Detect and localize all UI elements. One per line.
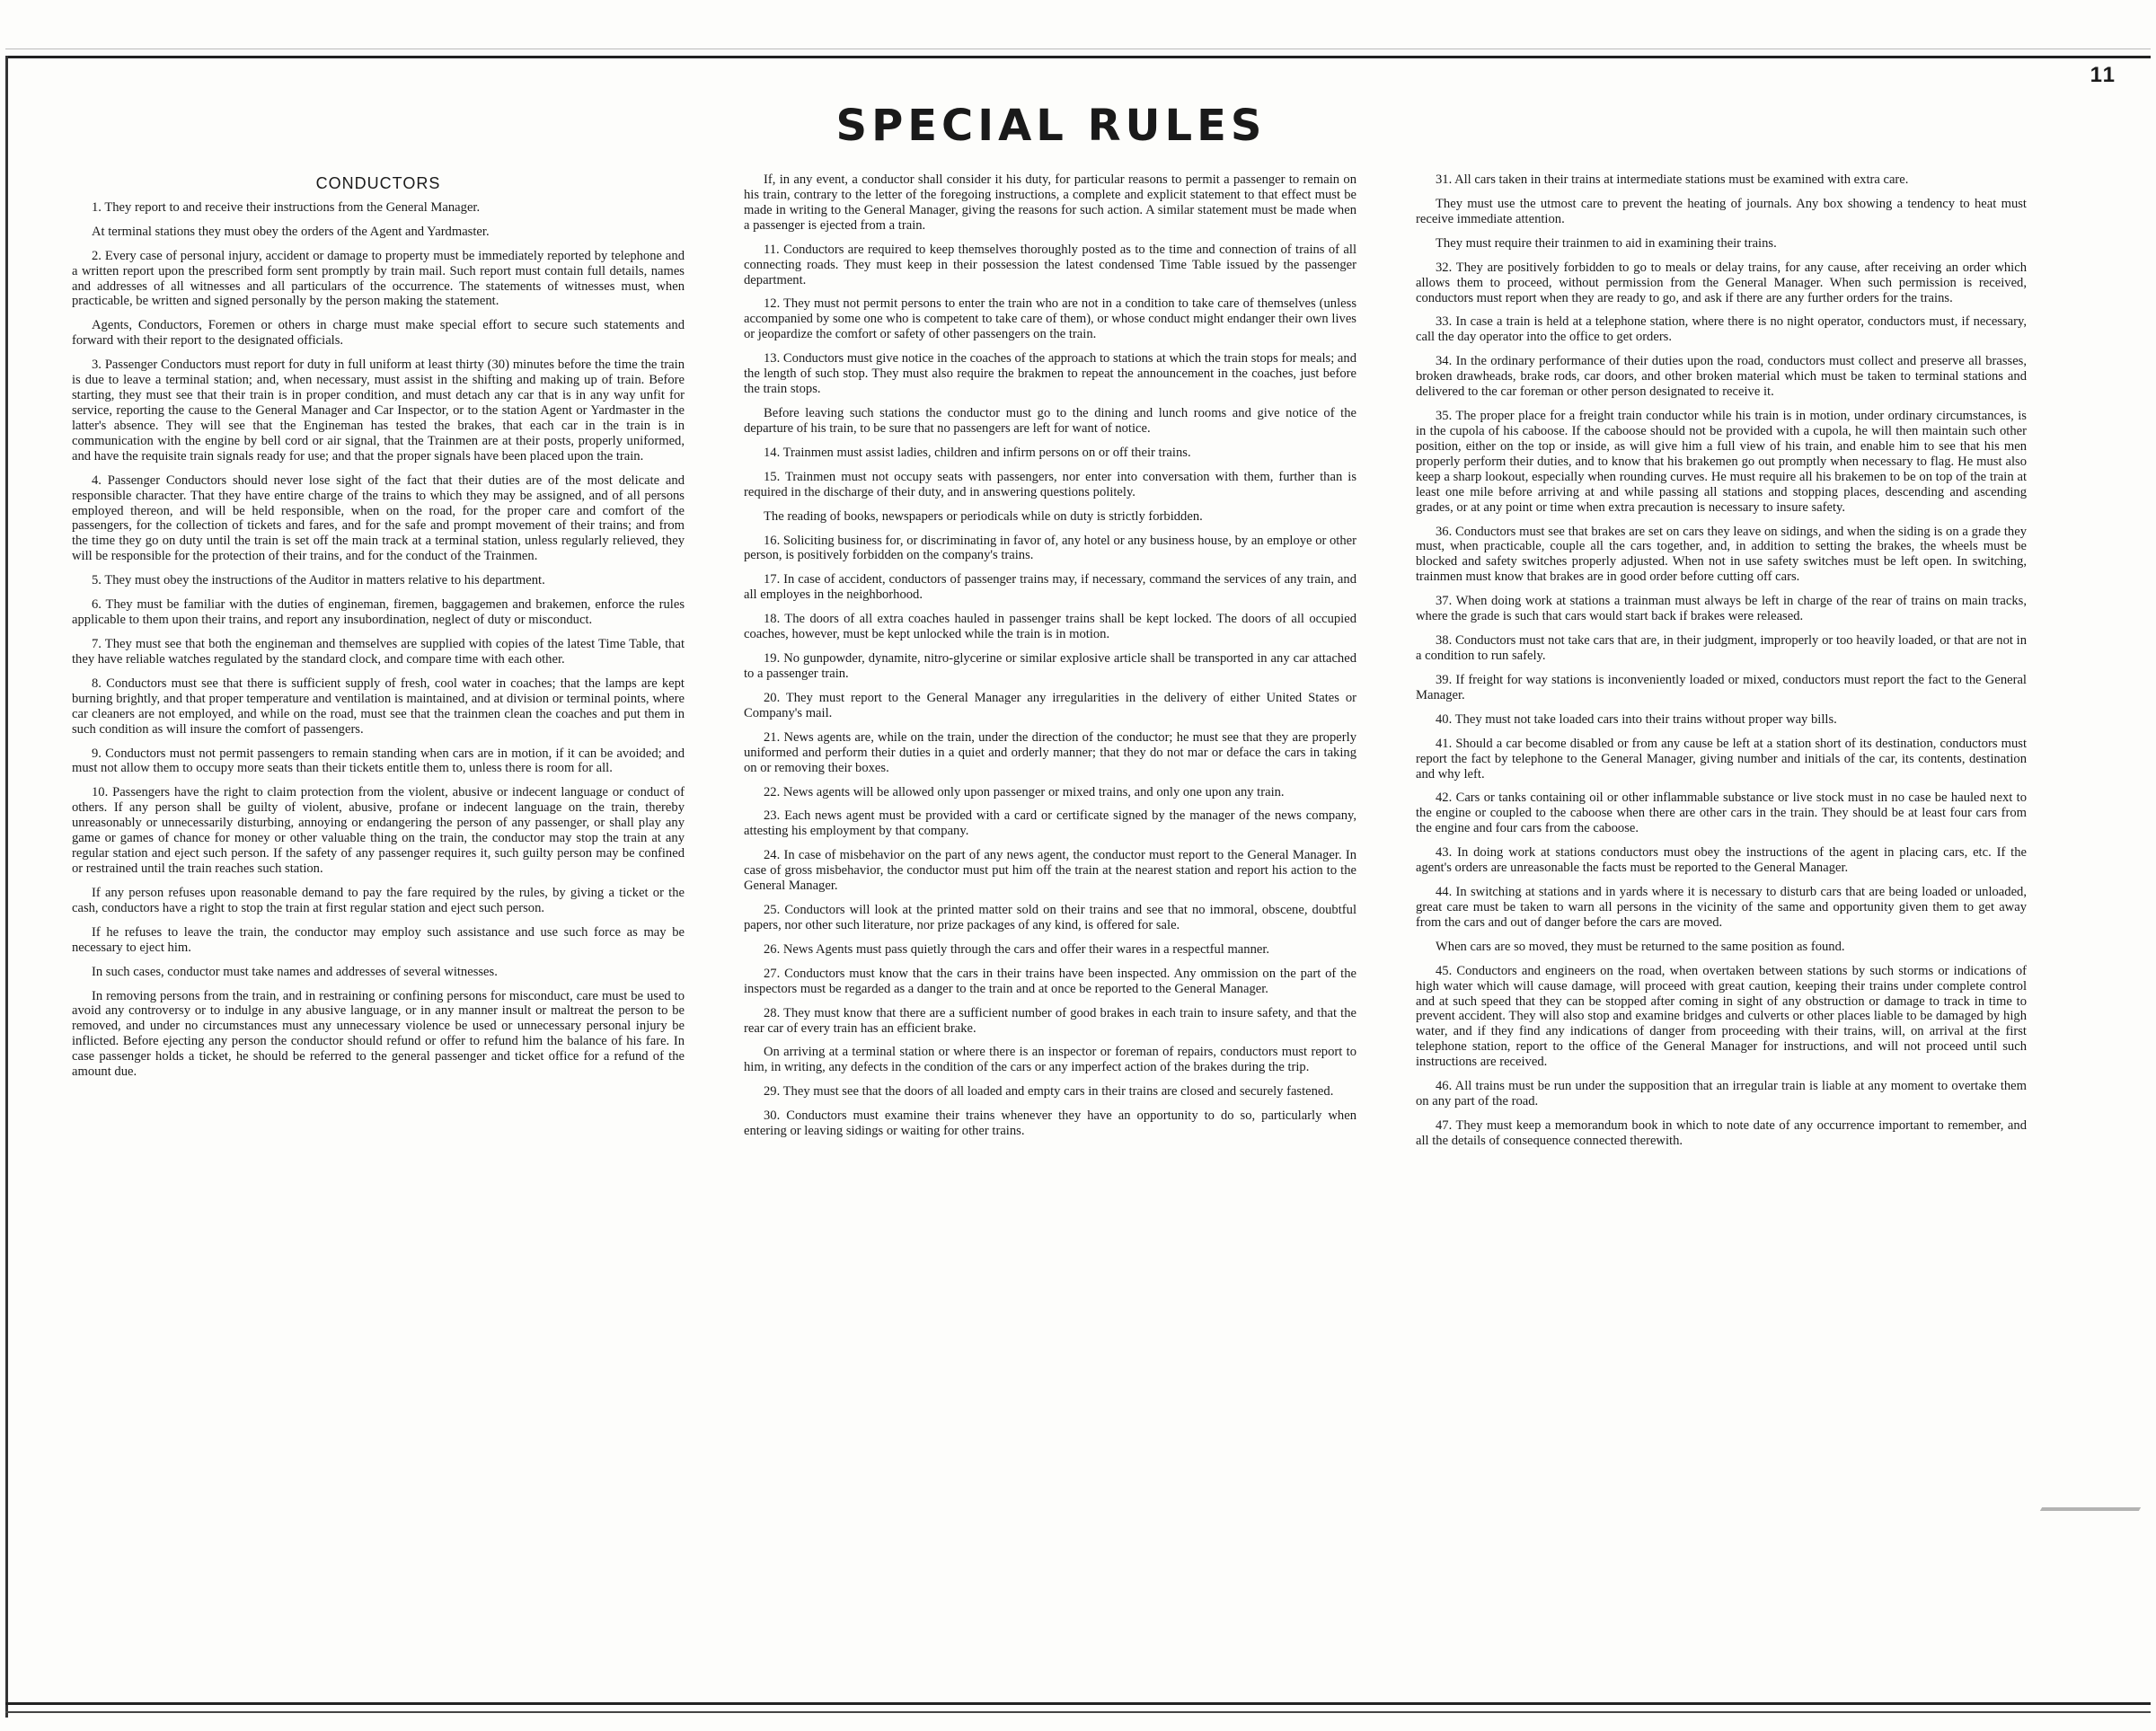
rule-paragraph: 6. They must be familiar with the duties of engineman, firemen, baggagemen and brakemen, enforce the rules applicable to them upon their trains, and report any insubordination, neglect of duty or misconduct. bbox=[72, 597, 685, 628]
column-3 bbox=[1416, 172, 2027, 1691]
rule-paragraph: 25. Conductors will look at the printed matter sold on their trains and see that no immoral, obscene, doubtful papers, nor other such literature, nor prize packages of any kind, is offered for sale. bbox=[744, 903, 1356, 932]
rule-paragraph: 23. Each news agent must be provided with a card or certificate signed by the manager of the news company, attesting his employment by that company. bbox=[744, 808, 1356, 839]
rule-paragraph: 15. Trainmen must not occupy seats with passengers, nor enter into conversation with them, further than is required in the discharge of their duty, and in answering questions politely. bbox=[744, 469, 1356, 499]
column-1 bbox=[72, 172, 685, 1691]
rule-paragraph: 14. Trainmen must assist ladies, children and infirm persons on or off their trains. bbox=[764, 445, 1191, 460]
top-border-rule bbox=[5, 56, 2151, 58]
rule-paragraph: 27. Conductors must know that the cars in their trains have been inspected. Any ommission on the part of the inspectors must be regarded as a danger to the train and at once be reported to the General Manager. bbox=[744, 966, 1356, 996]
scan-smudge bbox=[2040, 1507, 2141, 1511]
rule-paragraph: In removing persons from the train, and in restraining or confining persons for misconduct, care must be used to avoid any controversy or to indulge in any abusive language, or in any manner insult or maltreat the person to be removed, and under no circumstances must any unnecessary violence be used or unnecessary personal injury be inflicted. Before ejecting any person the conductor should refund or offer to refund him the balance of his fare. In case passenger holds a ticket, he should be referred to the general passenger and ticket office for a refund of the amount due. bbox=[72, 988, 685, 1080]
rule-paragraph: 5. They must obey the instructions of the Auditor in matters relative to his department. bbox=[92, 573, 545, 588]
rule-paragraph: 24. In case of misbehavior on the part of any news agent, the conductor must report to the General Manager. In case of gross misbehavior, the conductor must put him off the train at the nearest station and report his action to the General Manager. bbox=[744, 848, 1356, 894]
rule-paragraph: 13. Conductors must give notice in the coaches of the approach to stations at which the train stops for meals; and the length of such stop. They must also require the brakmen to repeat the announcement in the coaches, just before the train stops. bbox=[744, 351, 1356, 397]
rule-paragraph: 21. News agents are, while on the train, under the direction of the conductor; he must see that they are properly uniformed and perform their duties in a quiet and orderly manner; that they do not mar or deface the cars in taking on or removing their boxes. bbox=[744, 729, 1356, 775]
rule-paragraph: 12. They must not permit persons to enter the train who are not in a condition to take care of themselves (unless accompanied by some one who is competent to take care of them), or whose conduct might endanger their own lives or jeopardize the comfort or safety of other passengers on the train. bbox=[744, 296, 1356, 342]
rule-paragraph: 45. Conductors and engineers on the road, when overtaken between stations by such storms or indications of high water which will cause damage, will proceed with great caution, keeping their trains under complete control and at such speed that they can be stopped after coming in sight of any obstruction or damage to track in time to prevent accident. They will also stop and examine bridges and culverts or other places liable to be damaged by high water, and if they find any indications of danger from proceeding with their trains, will, on arrival at the first telephone station, report to the office of the General Manager for instructions, and will not proceed until such instructions are received. bbox=[1416, 963, 2027, 1070]
rule-paragraph: 9. Conductors must not permit passengers to remain standing when cars are in motion, if it can be avoided; and must not allow them to occupy more seats than their tickets entitle them to, unless there is room for all. bbox=[72, 746, 685, 776]
rule-paragraph: 4. Passenger Conductors should never lose sight of the fact that their duties are of the most delicate and responsible character. That they have entire charge of the trains to which they may be assigned, and of all persons employed thereon, and will be held responsible, when on the road, for the proper care and comfort of the passengers, for the collection of tickets and fares, and for the safe and prompt movement of their trains; and from the time they go on duty until the train is set off the main track at a terminal station, unless regularly relieved, they will be responsible for the protection of their trains, and for the conduct of the Trainmen. bbox=[72, 472, 685, 564]
rule-paragraph: 3. Passenger Conductors must report for duty in full uniform at least thirty (30) minutes before the time the train is due to leave a terminal station; and, when necessary, must assist in the shifting and making up of train. Before starting, they must see that their train is in proper condition, and must detach any car that is in any way unfit for service, reporting the cause to the General Manager and Car Inspector, or to the station Agent or Yardmaster in the latter's absence. They will see that the Engineman has tested the brakes, that each car in the train is in communication with the engine by bell cord or air signal, that the Trainmen are at their posts, properly uniformed, and have the requisite train signals ready for use; and that the proper signals have been placed upon the train. bbox=[72, 358, 685, 464]
rule-paragraph: 16. Soliciting business for, or discriminating in favor of, any hotel or any business house, by an employe or other person, is positively forbidden on the company's trains. bbox=[744, 533, 1356, 563]
rule-paragraph: 41. Should a car become disabled or from any cause be left at a station short of its destination, conductors must report the fact by telephone to the General Manager, giving number and initials of the car, its contents, destination and why left. bbox=[1416, 736, 2027, 782]
rule-paragraph: 31. All cars taken in their trains at intermediate stations must be examined with extra care. bbox=[1436, 172, 1909, 187]
rule-paragraph: 33. In case a train is held at a telephone station, where there is no night operator, conductors must, if necessary, call the day operator into the office to get orders. bbox=[1416, 314, 2027, 345]
rule-paragraph: 17. In case of accident, conductors of passenger trains may, if necessary, command the services of any train, and all employes in the neighborhood. bbox=[744, 572, 1356, 603]
rule-paragraph: 39. If freight for way stations is inconveniently loaded or mixed, conductors must report the fact to the General Manager. bbox=[1416, 672, 2027, 702]
rule-paragraph: 43. In doing work at stations conductors must obey the instructions of the agent in placing cars, etc. If the agent's orders are unreasonable the facts must be reported to the General Manager. bbox=[1416, 845, 2027, 876]
rule-paragraph: 10. Passengers have the right to claim protection from the violent, abusive or indecent language or conduct of others. If any person shall be guilty of violent, abusive, profane or indecent language on the train, thereby unreasonably or unnecessarily disturbing, annoying or endangering the person of any passenger, or shall play any game or games of chance for money or other valuable thing on the train, the conductor may stop the train at any regular station and eject such person. If the safety of any passenger requires it, such guilty person may be confined or restrained until the train reaches such station. bbox=[72, 785, 685, 876]
rule-paragraph: 36. Conductors must see that brakes are set on cars they leave on sidings, and when the siding is on a grade they must, when practicable, couple all the cars together, and, in addition to setting the brakes, the wheels must be blocked and safety switches properly adjusted. When not in use safety switches must be left open. In switching, trainmen must know that brakes are in good order before cutting off cars. bbox=[1416, 524, 2027, 585]
rule-paragraph: 26. News Agents must pass quietly through the cars and offer their wares in a respectful manner. bbox=[764, 941, 1270, 957]
rule-paragraph: 47. They must keep a memorandum book in which to note date of any occurrence important to remember, and all the details of consequence connected therewith. bbox=[1416, 1118, 2027, 1148]
left-border-rule bbox=[5, 56, 8, 1718]
page-number: 11 bbox=[2090, 63, 2116, 87]
column-2 bbox=[744, 172, 1356, 1691]
rule-paragraph: On arriving at a terminal station or where there is an inspector or foreman of repairs, conductors must report to him, in writing, any defects in the condition of the cars or any imperfect action of the brakes during the trip. bbox=[744, 1045, 1356, 1075]
column-1-body bbox=[72, 200, 685, 1080]
rule-paragraph: 42. Cars or tanks containing oil or other inflammable substance or live stock must in no case be hauled next to the engine or coupled to the caboose when there are other cars in the train. They should be at least four cars from the engine and four cars from the caboose. bbox=[1416, 790, 2027, 836]
rule-paragraph: 18. The doors of all extra coaches hauled in passenger trains shall be kept locked. The doors of all occupied coaches, however, must be kept unlocked while the train is in motion. bbox=[744, 612, 1356, 642]
rule-paragraph: If any person refuses upon reasonable demand to pay the fare required by the rules, by giving a ticket or the cash, conductors have a right to stop the train at first regular station and eject such person. bbox=[72, 885, 685, 915]
rule-paragraph: They must require their trainmen to aid in examining their trains. bbox=[1436, 235, 1777, 251]
page-title: SPECIAL RULES bbox=[835, 101, 1267, 151]
bottom-border-rule bbox=[5, 1702, 2151, 1705]
rule-paragraph: 40. They must not take loaded cars into their trains without proper way bills. bbox=[1436, 711, 1837, 727]
column-2-body bbox=[744, 172, 1356, 1139]
rule-paragraph: 28. They must know that there are a sufficient number of good brakes in each train to insure safety, and that the rear car of every train has an efficient brake. bbox=[744, 1005, 1356, 1036]
rule-paragraph: When cars are so moved, they must be returned to the same position as found. bbox=[1436, 939, 1845, 954]
rule-paragraph: They must use the utmost care to prevent the heating of journals. Any box showing a tendency to heat must receive immediate attention. bbox=[1416, 196, 2027, 226]
rule-paragraph: 22. News agents will be allowed only upon passenger or mixed trains, and only one upon any train. bbox=[764, 784, 1285, 799]
rule-paragraph: 2. Every case of personal injury, accident or damage to property must be immediately reported by telephone and a written report upon the prescribed form sent promptly by train mail. Such report must contain full details, names and addresses of all witnesses and all particulars of the occurrence. The statements of witnesses must, when practicable, be written and signed personally by the person making the statement. bbox=[72, 248, 685, 309]
rule-paragraph: 8. Conductors must see that there is sufficient supply of fresh, cool water in coaches; that the lamps are kept burning brightly, and that proper temperature and ventilation is maintained, and at division or terminal points, where car cleaners are not employed, and while on the road, must see that the trainmen clean the coaches and put them in such condition as will insure the comfort of passengers. bbox=[72, 676, 685, 737]
rule-paragraph: The reading of books, newspapers or periodicals while on duty is strictly forbidden. bbox=[764, 508, 1203, 524]
rule-paragraph: 32. They are positively forbidden to go to meals or delay trains, for any cause, after receiving an order which allows them to proceed, without permission from the General Manager. When such permission is received, conductors must report when they are ready to go, and ask if there are any further orders for the trains. bbox=[1416, 260, 2027, 305]
rule-paragraph: 35. The proper place for a freight train conductor while his train is in motion, under ordinary circumstances, is in the cupola of his caboose. If the caboose should not be provided with a cupola, he will then maintain such other position, either on the top or inside, as will give him a full view of his train, and enable him to see that his men properly perform their duties, and to know that his brakemen go out promptly when necessary to flag. He must also keep a sharp lookout, especially when rounding curves. He must require all his brakemen to be on top of the train at least one mile before arriving at and while passing all stations and stopping places, descending and ascending grades, or at any point or time when extra precaution is necessary to insure safety. bbox=[1416, 409, 2027, 515]
rule-paragraph: 34. In the ordinary performance of their duties upon the road, conductors must collect and preserve all brasses, broken drawheads, brake rods, car doors, and other broken material which must be taken to terminal stations and delivered to the car foreman or other person designated to receive it. bbox=[1416, 354, 2027, 400]
section-heading: CONDUCTORS bbox=[315, 174, 441, 192]
rule-paragraph: Before leaving such stations the conductor must go to the dining and lunch rooms and give notice of the departure of his train, to be sure that no passengers are left for want of notice. bbox=[744, 405, 1356, 436]
rule-paragraph: 20. They must report to the General Manager any irregularities in the delivery of either United States or Company's mail. bbox=[744, 690, 1356, 720]
rule-paragraph: 37. When doing work at stations a trainman must always be left in charge of the rear of trains on main tracks, where the grade is such that cars would start back if brakes were released. bbox=[1416, 594, 2027, 624]
rule-paragraph: 29. They must see that the doors of all loaded and empty cars in their trains are closed and securely fastened. bbox=[764, 1084, 1334, 1100]
rule-paragraph: 44. In switching at stations and in yards where it is necessary to disturb cars that are being loaded or unloaded, great care must be taken to warn all persons in the vicinity of the same and opportunity given them to get away from the cars and out of danger before the cars are moved. bbox=[1416, 885, 2027, 930]
rule-paragraph: If, in any event, a conductor shall consider it his duty, for particular reasons to permit a passenger to remain on his train, contrary to the letter of the foregoing instructions, a complete and explicit statement to that effect must be made in writing to the General Manager, giving the reasons for such action. A similar statement must be made when a passenger is ejected from a train. bbox=[744, 172, 1356, 233]
rule-paragraph: In such cases, conductor must take names and addresses of several witnesses. bbox=[92, 964, 498, 979]
column-3-body bbox=[1416, 172, 2027, 1149]
bottom-border-rule-2 bbox=[5, 1711, 2151, 1713]
rule-paragraph: 1. They report to and receive their instructions from the General Manager. bbox=[92, 199, 481, 215]
rule-paragraph: 46. All trains must be run under the supposition that an irregular train is liable at any moment to overtake them on any part of the road. bbox=[1416, 1079, 2027, 1109]
rule-paragraph: 38. Conductors must not take cars that are, in their judgment, improperly or too heavily loaded, or that are not in a condition to run safely. bbox=[1416, 633, 2027, 663]
rule-paragraph: 7. They must see that both the engineman and themselves are supplied with copies of the latest Time Table, that they have reliable watches regulated by the standard clock, and compare time with each other. bbox=[72, 637, 685, 667]
rule-paragraph: Agents, Conductors, Foremen or others in charge must make special effort to secure such statements and forward with their report to the designated officials. bbox=[72, 318, 685, 349]
rule-paragraph: 11. Conductors are required to keep themselves thoroughly posted as to the time and connection of trains of all connecting roads. They must keep in their possession the latest condensed Time Table issued by the passenger department. bbox=[744, 242, 1356, 287]
rule-paragraph: 30. Conductors must examine their trains whenever they have an opportunity to do so, particularly when entering or leaving sidings or waiting for other trains. bbox=[744, 1108, 1356, 1139]
rule-paragraph: At terminal stations they must obey the orders of the Agent and Yardmaster. bbox=[92, 224, 490, 239]
rule-paragraph: 19. No gunpowder, dynamite, nitro-glycerine or similar explosive article shall be transported in any car attached to a passenger train. bbox=[744, 651, 1356, 681]
rule-paragraph: If he refuses to leave the train, the conductor may employ such assistance and use such force as may be necessary to eject him. bbox=[72, 924, 685, 955]
